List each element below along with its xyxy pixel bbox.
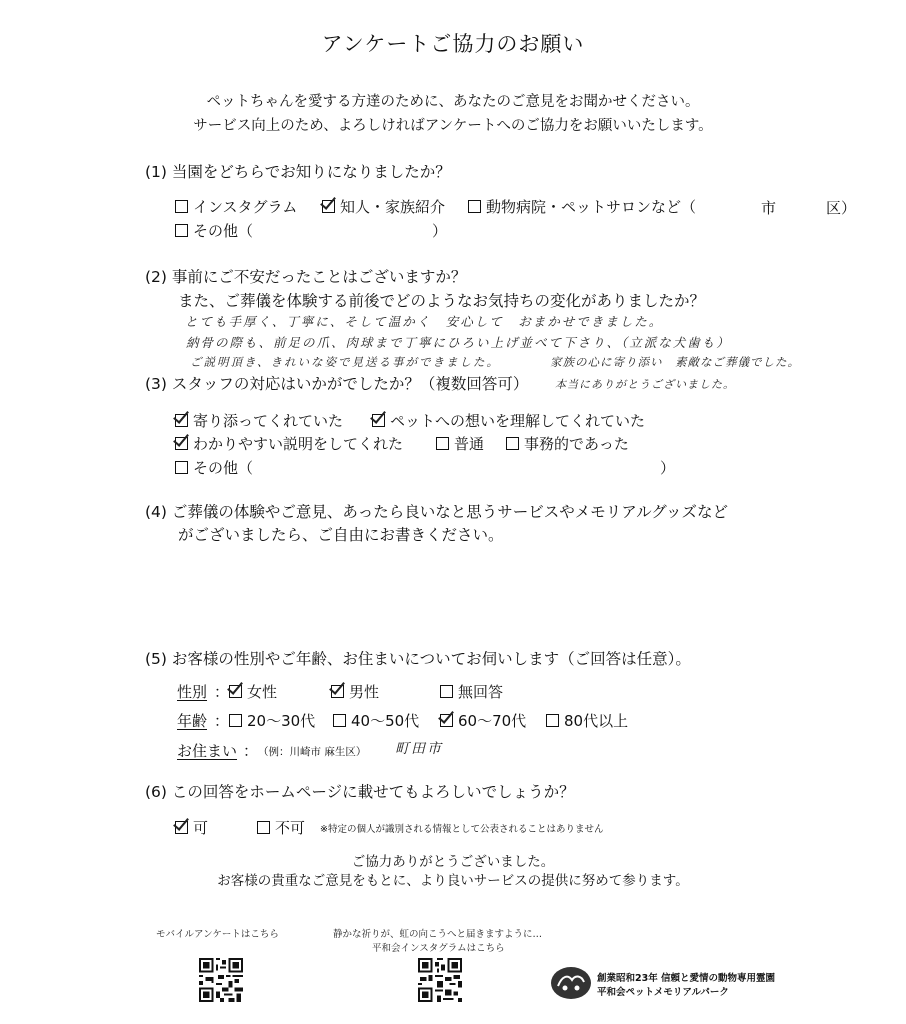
age-option-label: 60〜70代 (458, 712, 527, 730)
q1-option-label: その他（ (193, 222, 254, 240)
age-option-label: 20〜30代 (247, 712, 316, 730)
age-option-80-plus[interactable] (546, 710, 628, 731)
q6-option-label: 不可 (275, 819, 306, 837)
checkbox-age-60-70[interactable] (440, 714, 453, 727)
q2-handwritten-line-1: とても手厚く、丁寧に、そして温かく 安心して おまかせできました。 (185, 314, 664, 329)
checkbox-disallow[interactable] (257, 821, 270, 834)
gender-colon: ： (214, 683, 230, 701)
q2-question-line-1: (2) 事前にご不安だったことはございますか？ (145, 268, 467, 286)
gender-option-label: 無回答 (458, 683, 504, 701)
checkbox-age-40-50[interactable] (333, 714, 346, 727)
q2-handwritten-line-3: ご説明頂き、きれいな姿で見送る事ができました。 (190, 355, 501, 369)
org-name: 平和会ペットメモリアルパーク (597, 987, 729, 998)
q3-option-label: ペットへの想いを理解してくれていた (390, 412, 646, 430)
age-option-40-50[interactable] (333, 710, 419, 731)
pet-memorial-park-logo (550, 966, 592, 1004)
checkbox-q3-other[interactable] (175, 461, 188, 474)
residence-colon: ： (243, 742, 259, 760)
q5-question: (5) お客様の性別やご年齢、お住まいについてお伺いします（ご回答は任意）。 (145, 650, 691, 668)
age-option-60-70[interactable] (440, 710, 526, 731)
q2-handwritten-line-4: 家族の心に寄り添い 素敵なご葬儀でした。 (550, 355, 800, 369)
q3-question: (3) スタッフの対応はいかがでしたか？（複数回答可） (145, 375, 529, 393)
mobile-survey-qr-code[interactable] (199, 958, 243, 1002)
page-title: アンケートご協力のお願い (321, 32, 585, 56)
gender-option-no-answer[interactable] (440, 681, 503, 702)
intro-line-1: ペットちゃんを愛する方達のために、あなたのご意見をお聞かせください。 (206, 94, 700, 110)
checkbox-instagram[interactable] (175, 200, 188, 213)
instagram-qr-code[interactable] (418, 958, 462, 1002)
q1-option-label: 知人・家族紹介 (340, 198, 446, 216)
checkbox-allow[interactable] (175, 821, 188, 834)
q3-option-supportive[interactable] (175, 410, 343, 431)
footer-poem: 静かな祈りが、虹の向こうへと届きますように… (333, 929, 543, 940)
checkbox-age-80-plus[interactable] (546, 714, 559, 727)
q2-handwritten-line-2: 納骨の際も、前足の爪、肉球まで丁寧にひろい上げ並べて下さり、（立派な犬歯も） (186, 335, 731, 350)
age-option-20-30[interactable] (229, 710, 315, 731)
residence-label: お住まい (177, 742, 238, 760)
age-option-label: 80代以上 (564, 712, 629, 730)
q1-city-unit: 市 (761, 199, 777, 217)
q3-other-close: ） (660, 459, 676, 477)
q1-other-close: ） (432, 222, 448, 240)
q3-option-normal[interactable] (436, 433, 484, 454)
instagram-caption: 平和会インスタグラムはこちら (372, 943, 505, 954)
mobile-survey-caption: モバイルアンケートはこちら (156, 929, 279, 940)
q6-option-label: 可 (193, 819, 209, 837)
closing-line-1: ご協力ありがとうございました。 (351, 854, 555, 870)
q3-option-businesslike[interactable] (506, 433, 629, 454)
checkbox-normal[interactable] (436, 437, 449, 450)
checkbox-understood-feelings[interactable] (372, 414, 385, 427)
q1-option-vet-salon[interactable] (468, 196, 696, 217)
q3-option-clear-explanation[interactable] (175, 433, 403, 454)
q3-option-label: その他（ (193, 459, 254, 477)
q3-option-understood-feelings[interactable] (372, 410, 645, 431)
gender-option-label: 男性 (349, 683, 380, 701)
checkbox-female[interactable] (229, 685, 242, 698)
q1-ward-unit: 区） (826, 199, 857, 217)
checkbox-friend-family[interactable] (322, 200, 335, 213)
org-tagline: 創業昭和23年 信頼と愛情の動物専用霊園 (597, 973, 776, 984)
q3-option-label: 普通 (454, 435, 485, 453)
q1-option-label: インスタグラム (193, 198, 298, 216)
q6-option-allow[interactable] (175, 817, 208, 838)
q1-option-friend-family[interactable] (322, 196, 445, 217)
q3-option-label: 寄り添ってくれていた (193, 412, 344, 430)
q1-option-label: 動物病院・ペットサロンなど（ (486, 198, 697, 216)
residence-answer: 町田市 (395, 741, 443, 757)
q3-option-other[interactable] (175, 457, 253, 478)
gender-option-male[interactable] (331, 681, 379, 702)
checkbox-clear-explanation[interactable] (175, 437, 188, 450)
checkbox-age-20-30[interactable] (229, 714, 242, 727)
q6-privacy-note: ※特定の個人が識別される情報として公表されることはありません (320, 824, 604, 835)
residence-example: （例：川崎市 麻生区） (258, 746, 367, 758)
q3-option-label: わかりやすい説明をしてくれた (193, 435, 404, 453)
gender-option-label: 女性 (247, 683, 278, 701)
q4-question-line-1: (4) ご葬儀の体験やご意見、あったら良いなと思うサービスやメモリアルグッズなど (145, 503, 729, 521)
checkbox-vet-salon[interactable] (468, 200, 481, 213)
q6-option-disallow[interactable] (257, 817, 305, 838)
q2-handwritten-line-5: 本当にありがとうございました。 (555, 378, 735, 391)
q4-question-line-2: がございましたら、ご自由にお書きください。 (178, 526, 504, 544)
age-colon: ： (214, 712, 230, 730)
closing-line-2: お客様の貴重なご意見をもとに、より良いサービスの提供に努めて参ります。 (217, 873, 689, 889)
q1-option-instagram[interactable] (175, 196, 297, 217)
q1-option-other[interactable] (175, 220, 253, 241)
checkbox-male[interactable] (331, 685, 344, 698)
q6-question: (6) この回答をホームページに載せてもよろしいでしょうか？ (145, 783, 575, 801)
q2-question-line-2: また、ご葬儀を体験する前後でどのようなお気持ちの変化がありましたか？ (178, 292, 706, 310)
checkbox-no-answer[interactable] (440, 685, 453, 698)
age-label: 年齢 (177, 712, 208, 730)
q3-option-label: 事務的であった (524, 435, 629, 453)
gender-option-female[interactable] (229, 681, 277, 702)
checkbox-businesslike[interactable] (506, 437, 519, 450)
gender-label: 性別 (177, 683, 208, 701)
age-option-label: 40〜50代 (351, 712, 420, 730)
intro-line-2: サービス向上のため、よろしければアンケートへのご協力をお願いいたします。 (193, 118, 713, 134)
checkbox-other[interactable] (175, 224, 188, 237)
checkbox-supportive[interactable] (175, 414, 188, 427)
q1-question: (1) 当園をどちらでお知りになりましたか？ (145, 163, 451, 181)
